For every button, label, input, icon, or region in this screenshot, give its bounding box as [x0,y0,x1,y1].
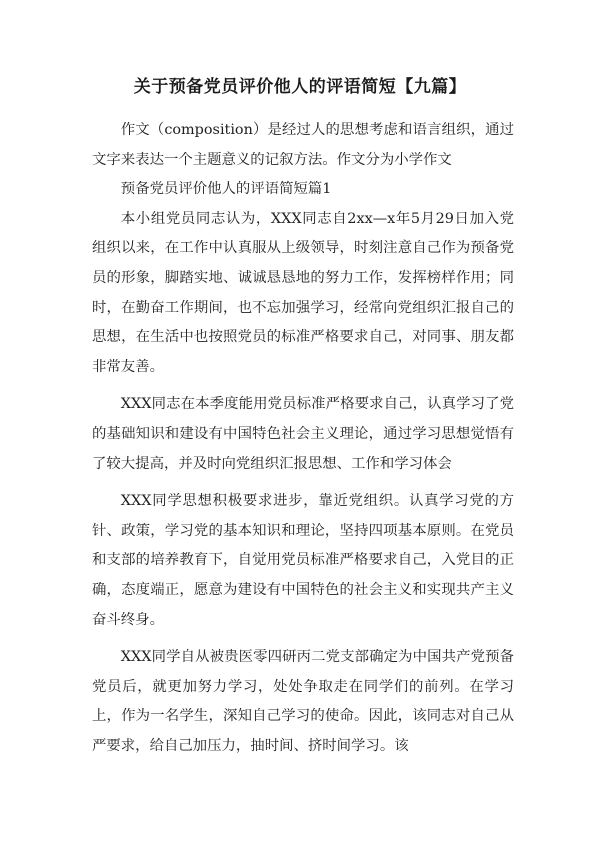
document-body [92,116,514,761]
intro-paragraph: 作文（composition）是经过人的思想考虑和语言组织，通过文字来表达一个主题意义的记叙方法。作文分为小学作文 [92,122,514,168]
section-heading: 预备党员评价他人的评语简短篇1 [120,181,332,198]
body-paragraph: 本小组党员同志认为，XXX同志自2xx—x年5月29日加入党组织以来，在工作中认真服从上级领导，时刻注意自己作为预备党员的形象，脚踏实地、诚诚恳恳地的努力工作，发挥榜样作用；同时，在勤奋工作期间，也不忘加强学习，经常向党组织汇报自己的思想，在生活中也按照党员的标准严格要求自己，对同事、朋友都非常友善。 [92,210,514,375]
body-paragraph: XXX同学思想积极要求进步，靠近党组织。认真学习党的方针、政策，学习党的基本知识和理论，坚持四项基本原则。在党员和支部的培养教育下，自觉用党员标准严格要求自己，入党目的正确，态度端正，愿意为建设有中国特色的社会主义和实现共产主义奋斗终身。 [92,493,514,628]
body-paragraph: XXX同志在本季度能用党员标准严格要求自己，认真学习了党的基础知识和建设有中国特色社会主义理论，通过学习思想觉悟有了较大提高，并及时向党组织汇报思想、工作和学习体会 [92,396,514,472]
body-paragraph: XXX同学自从被贵医零四研丙二党支部确定为中国共产党预备党员后，就更加努力学习，处处争取走在同学们的前列。在学习上，作为一名学生，深知自己学习的使命。因此，该同志对自己从严要求，给自己加压力，抽时间、挤时间学习。该 [92,649,514,754]
document-title: 关于预备党员评价他人的评语简短【九篇】 [133,77,467,97]
